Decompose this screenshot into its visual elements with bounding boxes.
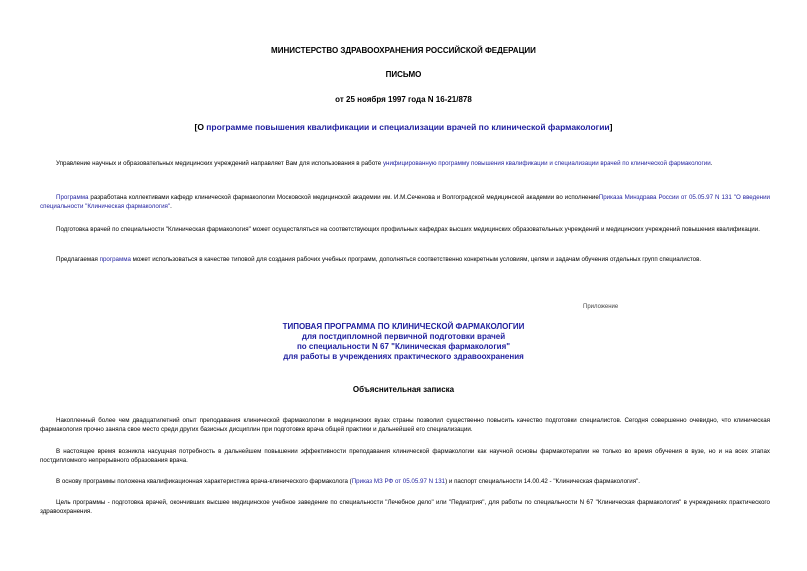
paragraph-4-text-end: может использоваться в качестве типовой для создания рабочих учебных программ, дополняться соответственно конкретным условиям, целям и задачам обучения отдельных групп специалистов. — [130, 256, 702, 263]
document-type-heading: ПИСЬМО — [385, 70, 422, 79]
program-title-line-1: ТИПОВАЯ ПРОГРАММА ПО КЛИНИЧЕСКОЙ ФАРМАКОЛОГИИ — [282, 322, 525, 331]
subject-prefix: [О — [194, 122, 207, 132]
program-link[interactable]: Программа — [56, 194, 89, 201]
ministry-heading: МИНИСТЕРСТВО ЗДРАВООХРАНЕНИЯ РОССИЙСКОЙ ФЕДЕРАЦИИ — [271, 46, 536, 55]
program-title-line-2: для постдипломной первичной подготовки врачей — [301, 332, 506, 341]
explanatory-paragraph-3-end: ) и паспорт специальности 14.00.42 - "Клиническая фармакология". — [445, 478, 641, 485]
paragraph-2-end: . — [170, 203, 172, 210]
paragraph-2-text: разработана коллективами кафедр клинической фармакологии Московской медицинской академии им. И.М.Сеченова и Волгоградской медицинской академии во исполнение — [88, 194, 599, 201]
program-title-line-4: для работы в учреждениях практического здравоохранения — [283, 352, 524, 361]
date-number-heading: от 25 ноября 1997 года N 16-21/878 — [335, 95, 472, 104]
paragraph-1 — [40, 159, 770, 168]
paragraph-1-text: Управление научных и образовательных медицинских учреждений направляет Вам для использования в работе — [56, 160, 383, 167]
subject-suffix: ] — [609, 122, 613, 132]
order-131-link[interactable]: Приказа Минздрава России от 05.05.97 N 131 "О введении специальности "Клиническая фармакология" — [40, 194, 770, 210]
explanatory-paragraph-4: Цель программы - подготовка врачей, окончивших высшее медицинское учебное заведение по специальности "Лечебное дело" или "Педиатрия", для работы по специальности N 67 "Клиническая фармакология" в учреждениях практического здравоохранения. — [40, 499, 770, 515]
program-title-line-3: по специальности N 67 "Клиническая фармакология" — [296, 342, 511, 351]
paragraph-4-text-start: Предлагаемая — [56, 256, 100, 263]
unified-program-link[interactable]: унифицированную программу повышения квалификации и специализации врачей по клинической фармакологии — [382, 160, 711, 167]
paragraph-1-end: . — [710, 160, 713, 167]
paragraph-2 — [40, 193, 770, 211]
explanatory-paragraph-3 — [40, 477, 770, 486]
appendix-label: Приложение — [583, 304, 619, 310]
program-title — [0, 322, 807, 362]
paragraph-4 — [40, 255, 770, 264]
program-link-2[interactable]: программа — [99, 256, 131, 263]
paragraph-3: Подготовка врачей по специальности "Клиническая фармакология" может осуществляться на соответствующих профильных кафедрах высших медицинских образовательных учреждений и медицинских учреждений повышения квалификации. — [56, 226, 760, 233]
explanatory-heading: Объяснительная записка — [352, 385, 455, 394]
order-131-link-2[interactable]: Приказ МЗ РФ от 05.05.97 N 131 — [351, 478, 446, 485]
subject-link[interactable]: программе повышения квалификации и специализации врачей по клинической фармакологии — [206, 122, 610, 132]
explanatory-paragraph-2: В настоящее время возникла насущная потребность в дальнейшем повышении эффективности преподавания клинической фармакологии как научной основы фармакотерапии не только во время обучения в вузе, но и на всех этапах постдипломного непрерывного образования врача. — [40, 448, 770, 464]
subject-line — [0, 122, 807, 132]
explanatory-paragraph-3-start: В основу программы положена квалификационная характеристика врача-клинического фармаколога ( — [56, 478, 352, 485]
explanatory-paragraph-1: Накопленный более чем двадцатилетний опыт преподавания клинической фармакологии в медицинских вузах страны позволил существенно повысить качество подготовки специалистов. Сегодня совершенно очевидно, что клиническая фармакология прочно заняла свое место среди других базисных дисциплин при подготовке врача общей практики и дальнейшей его специализации. — [40, 417, 770, 433]
